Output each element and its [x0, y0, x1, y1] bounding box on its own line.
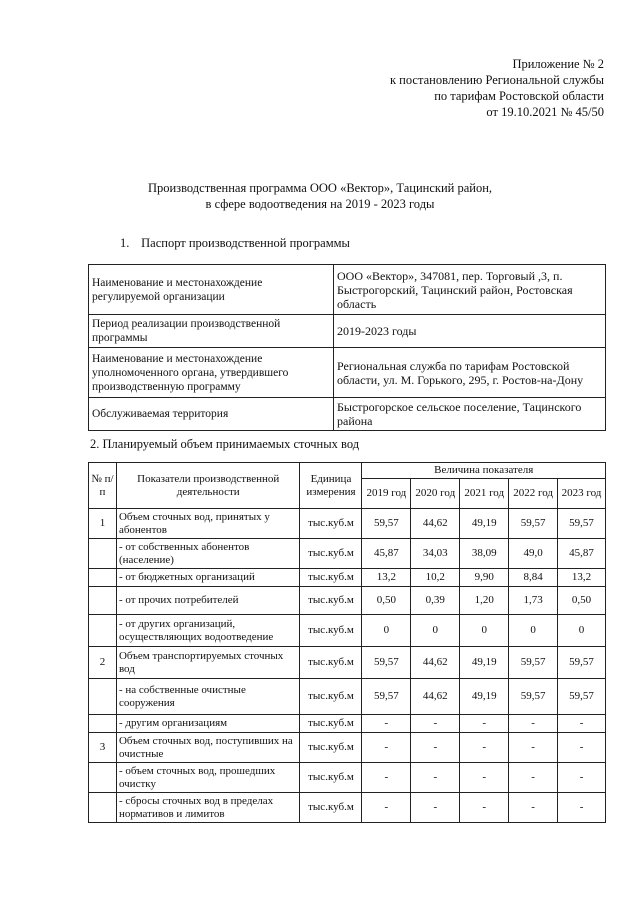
row-value: 0 — [362, 615, 411, 647]
passport-row — [89, 398, 606, 431]
row-value: - — [411, 793, 460, 823]
row-num — [89, 615, 117, 647]
header-year: 2023 год — [558, 479, 606, 509]
row-value: 9,90 — [460, 569, 509, 587]
row-value: - — [558, 763, 606, 793]
passport-key: Период реализации производственной программы — [89, 315, 334, 348]
row-value: 0,50 — [558, 587, 606, 615]
passport-value: ООО «Вектор», 347081, пер. Торговый ,3, п. Быстрогорский, Тацинский район, Ростовская область — [334, 265, 606, 315]
table-row — [89, 715, 606, 733]
table-row — [89, 569, 606, 587]
header-year: 2021 год — [460, 479, 509, 509]
row-unit: тыс.куб.м — [300, 615, 362, 647]
title-line-1: Производственная программа ООО «Вектор», Тацинский район, — [147, 181, 493, 195]
row-value: - — [509, 763, 558, 793]
row-indicator: - объем сточных вод, прошедших очистку — [116, 763, 300, 793]
appendix-line: от 19.10.2021 № 45/50 — [486, 105, 604, 119]
row-indicator: - на собственные очистные сооружения — [116, 679, 300, 715]
row-value: 59,57 — [509, 509, 558, 539]
document-title — [0, 180, 640, 212]
table-header-row — [89, 463, 606, 479]
table-row — [89, 679, 606, 715]
passport-key: Обслуживаемая территория — [89, 398, 334, 431]
row-num: 3 — [89, 733, 117, 763]
row-indicator: - другим организациям — [116, 715, 300, 733]
row-value: - — [460, 733, 509, 763]
row-value: 49,19 — [460, 679, 509, 715]
row-value: - — [558, 793, 606, 823]
row-value: - — [558, 715, 606, 733]
title-line-2: в сфере водоотведения на 2019 - 2023 годы — [205, 197, 435, 211]
row-num — [89, 793, 117, 823]
row-value: 0 — [460, 615, 509, 647]
row-num — [89, 587, 117, 615]
passport-row — [89, 348, 606, 398]
wastewater-volume-table — [88, 462, 606, 823]
row-value: 0,39 — [411, 587, 460, 615]
table-row — [89, 539, 606, 569]
row-value: - — [509, 715, 558, 733]
row-value: 59,57 — [362, 647, 411, 679]
row-value: 0,50 — [362, 587, 411, 615]
section-1-heading — [120, 236, 350, 251]
row-unit: тыс.куб.м — [300, 587, 362, 615]
row-value: 59,57 — [509, 679, 558, 715]
header-indicator: Показатели производственной деятельности — [116, 463, 300, 509]
header-year: 2020 год — [411, 479, 460, 509]
row-value: - — [460, 793, 509, 823]
row-value: 13,2 — [558, 569, 606, 587]
row-value: - — [411, 715, 460, 733]
row-value: - — [362, 715, 411, 733]
row-indicator: Объем транспортируемых сточных вод — [116, 647, 300, 679]
row-value: 44,62 — [411, 509, 460, 539]
appendix-line: к постановлению Региональной службы — [389, 73, 604, 87]
row-value: 45,87 — [362, 539, 411, 569]
appendix-block — [390, 56, 604, 120]
section-1-number: 1. — [120, 236, 130, 250]
row-value: - — [411, 763, 460, 793]
header-year: 2019 год — [362, 479, 411, 509]
row-num: 1 — [89, 509, 117, 539]
table-row — [89, 587, 606, 615]
row-value: 44,62 — [411, 647, 460, 679]
row-value: 38,09 — [460, 539, 509, 569]
row-value: 0 — [558, 615, 606, 647]
row-indicator: - от бюджетных организаций — [116, 569, 300, 587]
passport-key: Наименование и местонахождение уполномоченного органа, утвердившего производственную программу — [89, 348, 334, 398]
row-value: - — [509, 733, 558, 763]
row-num: 2 — [89, 647, 117, 679]
passport-table — [88, 264, 606, 431]
row-indicator: Объем сточных вод, принятых у абонентов — [116, 509, 300, 539]
row-unit: тыс.куб.м — [300, 715, 362, 733]
table-row — [89, 793, 606, 823]
row-unit: тыс.куб.м — [300, 733, 362, 763]
row-value: - — [460, 715, 509, 733]
passport-value: Быстрогорское сельское поселение, Тацинского района — [334, 398, 606, 431]
row-unit: тыс.куб.м — [300, 679, 362, 715]
passport-row — [89, 265, 606, 315]
row-value: 59,57 — [509, 647, 558, 679]
header-num: № п/п — [89, 463, 117, 509]
row-value: - — [460, 763, 509, 793]
row-value: 1,73 — [509, 587, 558, 615]
appendix-line: по тарифам Ростовской области — [434, 89, 604, 103]
row-value: - — [558, 733, 606, 763]
row-value: - — [362, 793, 411, 823]
passport-row — [89, 315, 606, 348]
row-value: - — [509, 793, 558, 823]
row-indicator: - от прочих потребителей — [116, 587, 300, 615]
table-row — [89, 647, 606, 679]
row-value: 13,2 — [362, 569, 411, 587]
row-num — [89, 763, 117, 793]
row-unit: тыс.куб.м — [300, 647, 362, 679]
row-value: 49,19 — [460, 647, 509, 679]
row-value: 59,57 — [558, 647, 606, 679]
row-value: 8,84 — [509, 569, 558, 587]
row-value: - — [362, 733, 411, 763]
row-indicator: Объем сточных вод, поступивших на очистные — [116, 733, 300, 763]
row-indicator: - от собственных абонентов (население) — [116, 539, 300, 569]
row-value: 34,03 — [411, 539, 460, 569]
row-value: 59,57 — [558, 509, 606, 539]
row-value: - — [362, 763, 411, 793]
row-unit: тыс.куб.м — [300, 569, 362, 587]
row-value: 10,2 — [411, 569, 460, 587]
section-2-heading: 2. Планируемый объем принимаемых сточных вод — [90, 437, 360, 451]
row-value: 59,57 — [362, 679, 411, 715]
appendix-line: Приложение № 2 — [512, 57, 604, 71]
row-value: - — [411, 733, 460, 763]
header-year: 2022 год — [509, 479, 558, 509]
row-num — [89, 679, 117, 715]
row-value: 59,57 — [558, 679, 606, 715]
header-unit: Единица измерения — [300, 463, 362, 509]
row-indicator: - от других организаций, осуществляющих водоотведение — [116, 615, 300, 647]
row-value: 45,87 — [558, 539, 606, 569]
row-unit: тыс.куб.м — [300, 763, 362, 793]
row-num — [89, 569, 117, 587]
row-num — [89, 715, 117, 733]
row-unit: тыс.куб.м — [300, 539, 362, 569]
header-value-group: Величина показателя — [362, 463, 606, 479]
row-value: 0 — [509, 615, 558, 647]
table-row — [89, 763, 606, 793]
row-value: 49,19 — [460, 509, 509, 539]
passport-key: Наименование и местонахождение регулируемой организации — [89, 265, 334, 315]
row-num — [89, 539, 117, 569]
row-unit: тыс.куб.м — [300, 793, 362, 823]
row-value: 59,57 — [362, 509, 411, 539]
row-indicator: - сбросы сточных вод в пределах нормативов и лимитов — [116, 793, 300, 823]
table-row — [89, 733, 606, 763]
passport-value: Региональная служба по тарифам Ростовской области, ул. М. Горького, 295, г. Ростов-на-Дону — [334, 348, 606, 398]
row-value: 49,0 — [509, 539, 558, 569]
row-value: 44,62 — [411, 679, 460, 715]
section-1-title: Паспорт производственной программы — [141, 236, 350, 250]
row-value: 0 — [411, 615, 460, 647]
row-unit: тыс.куб.м — [300, 509, 362, 539]
row-value: 1,20 — [460, 587, 509, 615]
passport-value: 2019-2023 годы — [334, 315, 606, 348]
table-row — [89, 509, 606, 539]
table-row — [89, 615, 606, 647]
